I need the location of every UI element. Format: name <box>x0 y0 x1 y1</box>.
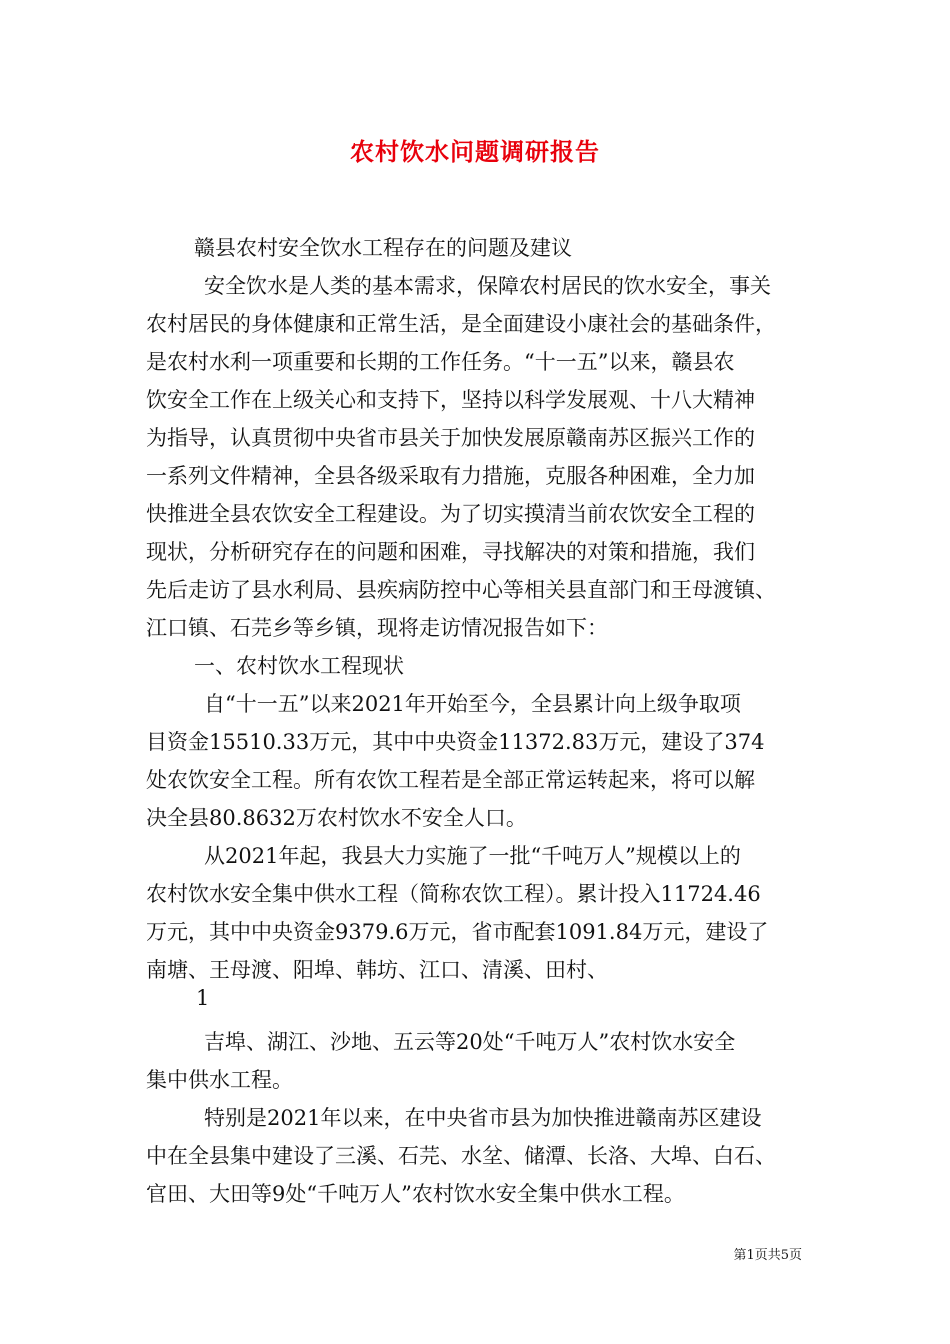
body-line: 农村饮水安全集中供水工程（简称农饮工程）。累计投入11724.46 <box>146 882 761 906</box>
body-line: 为指导，认真贯彻中央省市县关于加快发展原赣南苏区振兴工作的 <box>146 426 755 450</box>
body-line: 江口镇、石芫乡等乡镇，现将走访情况报告如下： <box>146 616 608 640</box>
body-line: 安全饮水是人类的基本需求，保障农村居民的饮水安全，事关 <box>204 274 771 298</box>
body-line: 中在全县集中建设了三溪、石芫、水坌、储潭、长洛、大埠、白石、 <box>146 1144 776 1168</box>
body-line: 从2021年起，我县大力实施了一批“千吨万人”规模以上的 <box>204 844 741 868</box>
section-heading: 一、农村饮水工程现状 <box>194 654 404 678</box>
page-footer: 第1页共5页 <box>733 1248 802 1263</box>
body-line: 南塘、王母渡、阳埠、韩坊、江口、清溪、田村、 <box>146 958 608 982</box>
body-line: 目资金15510.33万元，其中中央资金11372.83万元，建设了374 <box>146 730 765 754</box>
body-line: 先后走访了县水利局、县疾病防控中心等相关县直部门和王母渡镇、 <box>146 578 776 602</box>
body-line: 赣县农村安全饮水工程存在的问题及建议 <box>194 236 572 260</box>
document-title: 农村饮水问题调研报告 <box>350 137 600 166</box>
body-line: 饮安全工作在上级关心和支持下，坚持以科学发展观、十八大精神 <box>146 388 755 412</box>
body-line: 万元，其中中央资金9379.6万元，省市配套1091.84万元，建设了 <box>146 920 769 944</box>
body-line: 现状，分析研究存在的问题和困难，寻找解决的对策和措施，我们 <box>146 540 755 564</box>
body-line: 快推进全县农饮安全工程建设。为了切实摸清当前农饮安全工程的 <box>146 502 755 526</box>
body-line: 集中供水工程。 <box>146 1068 293 1092</box>
body-line: 是农村水利一项重要和长期的工作任务。“十一五”以来，赣县农 <box>146 350 735 374</box>
body-line: 自“十一五”以来2021年开始至今，全县累计向上级争取项 <box>204 692 741 716</box>
body-line: 吉埠、湖江、沙地、五云等20处“千吨万人”农村饮水安全 <box>204 1030 736 1054</box>
body-line: 官田、大田等9处“千吨万人”农村饮水安全集中供水工程。 <box>146 1182 685 1206</box>
body-line: 特别是2021年以来，在中央省市县为加快推进赣南苏区建设 <box>204 1106 762 1130</box>
body-line: 农村居民的身体健康和正常生活，是全面建设小康社会的基础条件， <box>146 312 776 336</box>
body-line: 决全县80.8632万农村饮水不安全人口。 <box>146 806 527 830</box>
body-line: 一系列文件精神，全县各级采取有力措施，克服各种困难，全力加 <box>146 464 755 488</box>
body-line: 处农饮安全工程。所有农饮工程若是全部正常运转起来，将可以解 <box>146 768 755 792</box>
inline-page-number: 1 <box>196 986 210 1010</box>
